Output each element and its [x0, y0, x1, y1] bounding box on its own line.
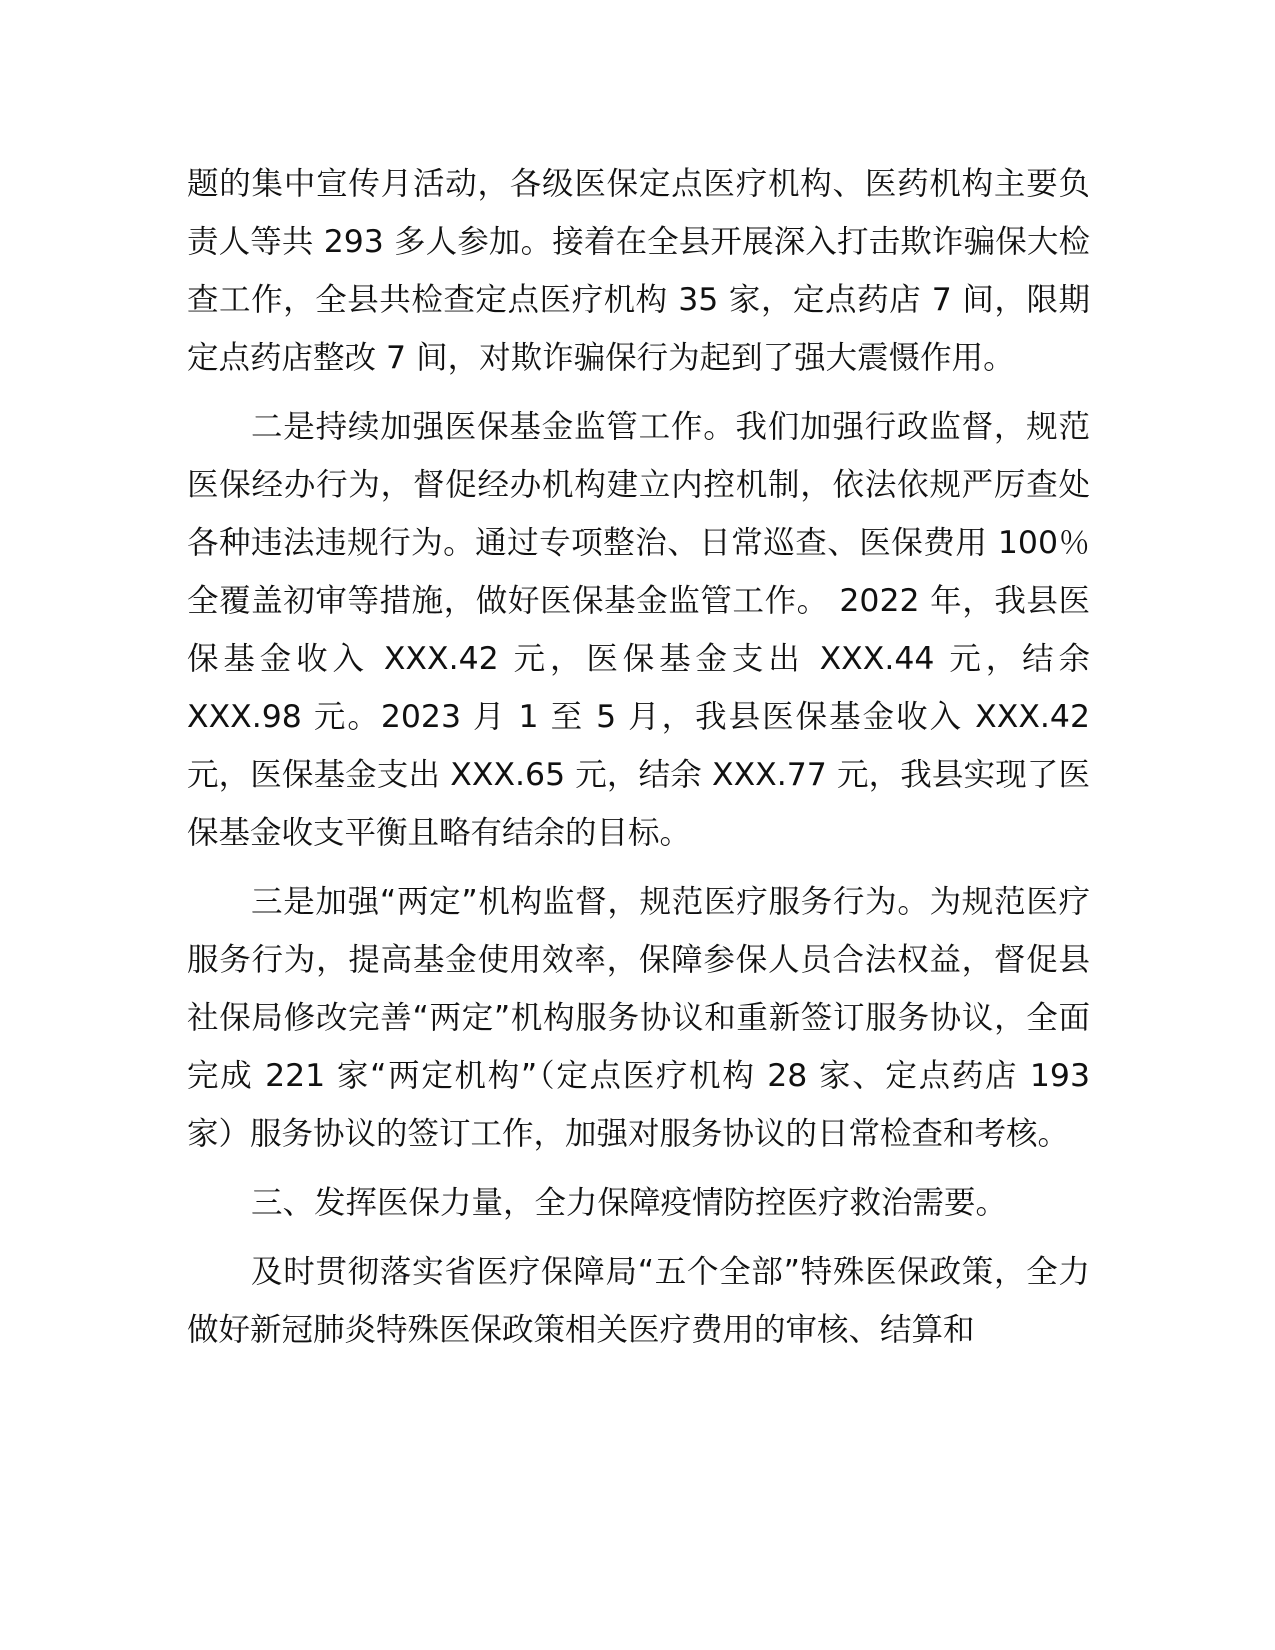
document-body: [187, 155, 1090, 1370]
paragraph-3: 三是加强“两定”机构监督，规范医疗服务行为。为规范医疗服务行为，提高基金使用效率，保障参保人员合法权益，督促县社保局修改完善“两定”机构服务协议和重新签订服务协议，全面完成 221 家“两定机构”（定点医疗机构 28 家、定点药店 193 家）服务协议的签订工作，加强对服务协议的日常检查和考核。: [187, 884, 1090, 1152]
paragraph-2: 二是持续加强医保基金监管工作。我们加强行政监督，规范医保经办行为，督促经办机构建立内控机制，依法依规严厉查处各种违法违规行为。通过专项整治、日常巡查、医保费用 100％全覆盖初审等措施，做好医保基金监管工作。 2022 年，我县医保基金收入 XXX.42 元，医保基金支出 XXX.44 元，结余 XXX.98 元。2023 月 1 至 5 月，我县医保基金收入 XXX.42 元，医保基金支出 XXX.65 元，结余 XXX.77 元，我县实现了医保基金收支平衡且略有结余的目标。: [187, 409, 1090, 851]
paragraph-1: 题的集中宣传月活动，各级医保定点医疗机构、医药机构主要负责人等共 293 多人参加。接着在全县开展深入打击欺诈骗保大检查工作，全县共检查定点医疗机构 35 家，定点药店 7 间，限期定点药店整改 7 间，对欺诈骗保行为起到了强大震慑作用。: [187, 166, 1090, 376]
paragraph-4: 及时贯彻落实省医疗保障局“五个全部”特殊医保政策，全力做好新冠肺炎特殊医保政策相关医疗费用的审核、结算和: [187, 1254, 1090, 1348]
section-heading-3: 三、发挥医保力量，全力保障疫情防控医疗救治需要。: [251, 1185, 1008, 1221]
